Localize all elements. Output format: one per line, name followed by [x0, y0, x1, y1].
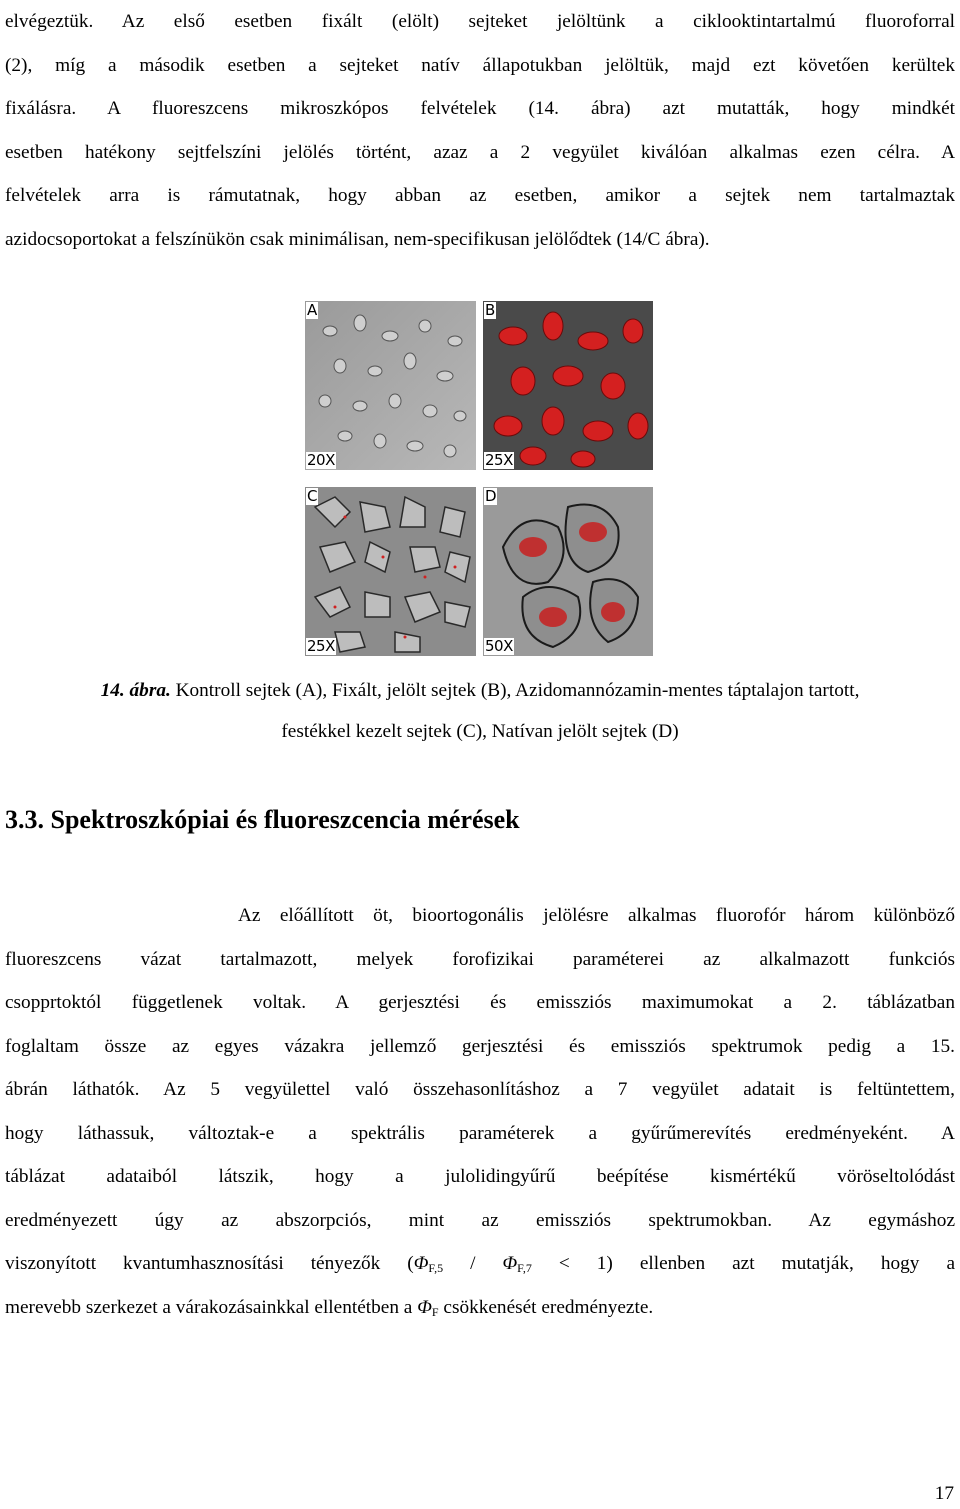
text-line: elvégeztük. Az első esetben fixált (elölt) sejteket jelöltünk a ciklooktintartalmú fluoroforral [5, 11, 955, 32]
panel-letter: B [485, 301, 495, 319]
caption-text: festékkel kezelt sejtek (C), Natívan jelölt sejtek (D) [281, 721, 679, 742]
panel-letter: D [485, 487, 497, 505]
text-line: esetben hatékony sejtfelszíni jelölés történt, azaz a 2 vegyület kiválóan alkalmas ezen célra. A [5, 141, 955, 163]
phi-symbol: Φ [413, 1253, 429, 1274]
text-line: csopprtoktól függetlenek voltak. A gerjesztési és emissziós maximumokat a 2. táblázatban [5, 992, 955, 1013]
figure-caption [0, 670, 960, 712]
caption-text: Kontroll sejtek (A), Fixált, jelölt sejtek (B), Azidomannózamin-mentes táptalajon tartott, [170, 680, 860, 701]
panel-letter: A [307, 301, 317, 319]
text-line: (2), míg a második esetben a sejteket natív állapotukban jelöltük, majd ezt követően kerültek [5, 54, 955, 76]
text-run: < 1) ellenben azt mutatják, hogy a [531, 1253, 955, 1274]
page-number: 17 [934, 1483, 954, 1504]
phi-symbol: Φ [502, 1253, 518, 1274]
text-line: fixálásra. A fluoreszcens mikroszkópos felvételek (14. ábra) azt mutatták, hogy mindkét [5, 98, 955, 119]
micrograph-panel-d [483, 487, 653, 656]
text-run: csökkenését eredményezte. [438, 1296, 654, 1318]
section-heading: 3.3. Spektroszkópiai és fluoreszcencia mérések [5, 805, 520, 834]
micrograph-panel-c [305, 487, 476, 656]
text-line: foglaltam össze az egyes vázakra jellemző gerjesztési és emissziós spektrumok pedig a 15. [5, 1035, 955, 1057]
panel-magnification: 50X [485, 637, 513, 655]
micrograph-panel-a [305, 301, 476, 470]
caption-lead: 14. ábra. [100, 680, 171, 701]
text-line [5, 1242, 955, 1286]
text-line: fluoreszcens vázat tartalmazott, melyek forofizikai paraméterei az alkalmazott funkciós [5, 948, 955, 970]
micrograph-panel-b [483, 301, 653, 470]
text-line [5, 1286, 955, 1330]
text-line: felvételek arra is rámutatnak, hogy abban az esetben, amikor a sejtek nem tartalmaztak [5, 185, 955, 206]
subscript: F [431, 1304, 439, 1319]
text-run: merevebb szerkezet a várakozásainkkal ellentétben a [5, 1296, 418, 1318]
body-paragraph [5, 894, 955, 1329]
phi-symbol: Φ [417, 1296, 432, 1318]
intro-paragraph [5, 0, 955, 261]
text-line: Az előállított öt, bioortogonális jelölésre alkalmas fluorofór három különböző [5, 905, 955, 926]
figure-caption-line2 [0, 711, 960, 753]
text-run: / [443, 1253, 503, 1274]
text-line: eredményezett úgy az abszorpciós, mint az emissziós spektrumokban. Az egymáshoz [5, 1209, 955, 1231]
text-line: azidocsoportokat a felszínükön csak minimálisan, nem-specifikusan jelölődtek (14/C ábra). [5, 228, 710, 250]
text-run: viszonyított kvantumhasznosítási tényezők ( [5, 1253, 414, 1274]
text-line: ábrán láthatók. Az 5 vegyülettel való összehasonlításhoz a 7 vegyület adatait is feltüntettem, [5, 1079, 955, 1100]
subscript: F,7 [517, 1261, 532, 1275]
panel-magnification: 20X [307, 451, 335, 469]
panel-magnification: 25X [485, 451, 513, 469]
text-line: hogy láthassuk, változtak-e a spektrális paraméterek a gyűrűmerevítés eredményeként. A [5, 1122, 955, 1144]
panel-magnification: 25X [307, 637, 335, 655]
subscript: F,5 [428, 1261, 444, 1275]
panel-letter: C [307, 487, 317, 505]
text-line: táblázat adataiból látszik, hogy a julolidingyűrű beépítése kismértékű vöröseltolódást [5, 1166, 955, 1187]
